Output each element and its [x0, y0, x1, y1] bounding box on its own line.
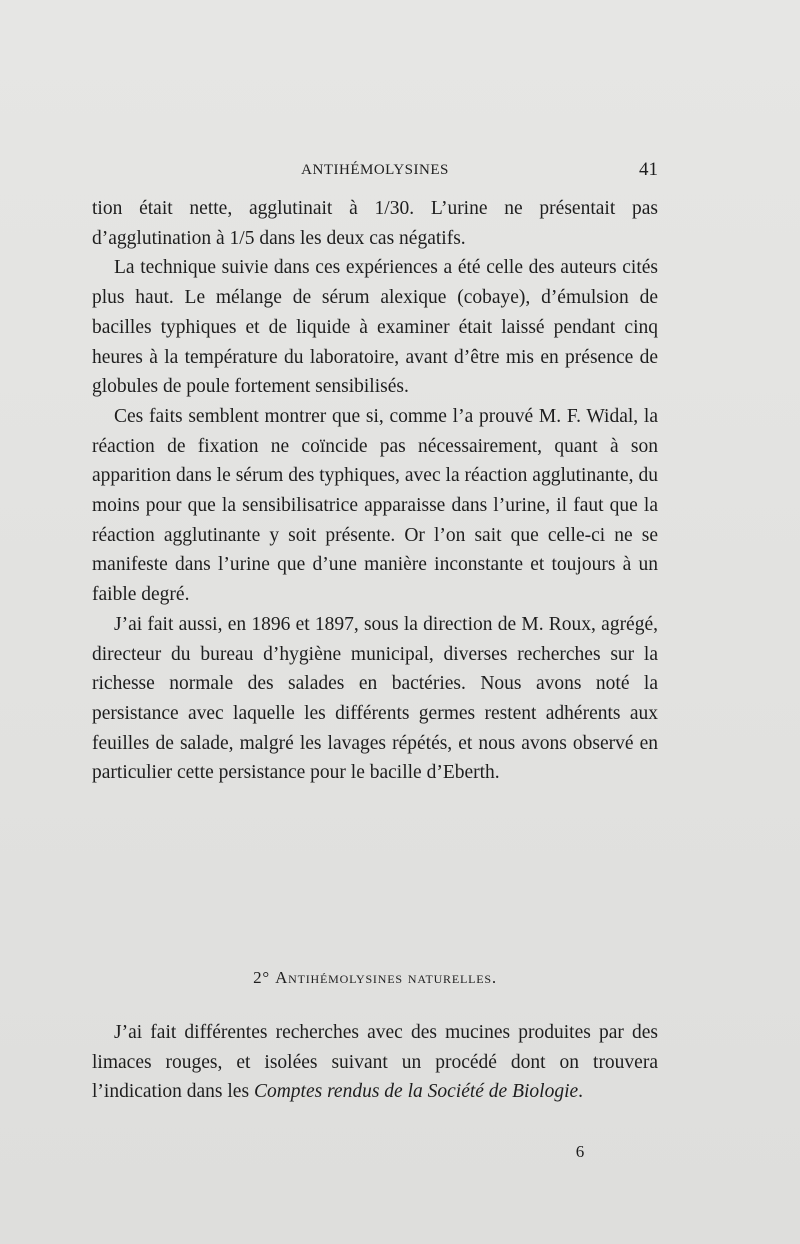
- paragraph-salades: J’ai fait aussi, en 1896 et 1897, sous la direction de M. Roux, agrégé, directeur du bureau d’hygiène municipal, diverses recherches sur la richesse normale des salades en bactéries. Nous avons noté la persistance avec laquelle les différents germes restent adhérents aux feuilles de salade, malgré les lavages répétés, et nous avons observé en particulier cette persistance pour le bacille d’Eberth.: [92, 613, 658, 784]
- section-text: [92, 1018, 658, 1107]
- paragraph-mucines: [92, 1018, 658, 1107]
- running-head: [92, 158, 658, 182]
- section-number: 2°: [253, 968, 270, 987]
- paragraph-mucines-start: J’ai fait différentes recherches avec des mucines produites par des limaces rouges, et isolées suivant un procédé dont on trouvera l’indication dans les: [92, 1022, 658, 1103]
- paragraph-faits: Ces faits semblent montrer que si, comme l’a prouvé M. F. Widal, la réaction de fixation ne coïncide pas nécessairement, quant à son apparition dans le sérum des typhiques, avec la réaction agglutinante, du moins pour que la sensibilisatrice apparaisse dans l’urine, il faut que la réaction agglutinante y soit présente. Or l’on sait que celle-ci ne se manifeste dans l’urine que d’une manière inconstante et toujours à un faible degré.: [92, 405, 658, 606]
- signature-mark: 6: [575, 1142, 585, 1161]
- journal-title: Comptes rendus de la Société de Biologie: [253, 1081, 579, 1103]
- running-title: ANTIHÉMOLYSINES: [301, 162, 449, 178]
- body-text: [92, 194, 658, 788]
- paragraph-continuation: tion était nette, agglutinait à 1/30. L’urine ne présentait pas d’agglutination à 1/5 dans les deux cas négatifs.: [92, 198, 658, 249]
- section-title: Antihémolysines naturelles.: [275, 968, 497, 987]
- section-heading: [92, 964, 658, 992]
- paragraph-mucines-end: .: [578, 1081, 584, 1103]
- paragraph-technique: La technique suivie dans ces expériences a été celle des auteurs cités plus haut. Le mélange de sérum alexique (cobaye), d’émulsion de bacilles typhiques et de liquide à examiner était laissé pendant cinq heures à la température du laboratoire, avant d’être mis en présence de globules de poule fortement sensibilisés.: [92, 257, 658, 398]
- page-number: 41: [639, 159, 658, 180]
